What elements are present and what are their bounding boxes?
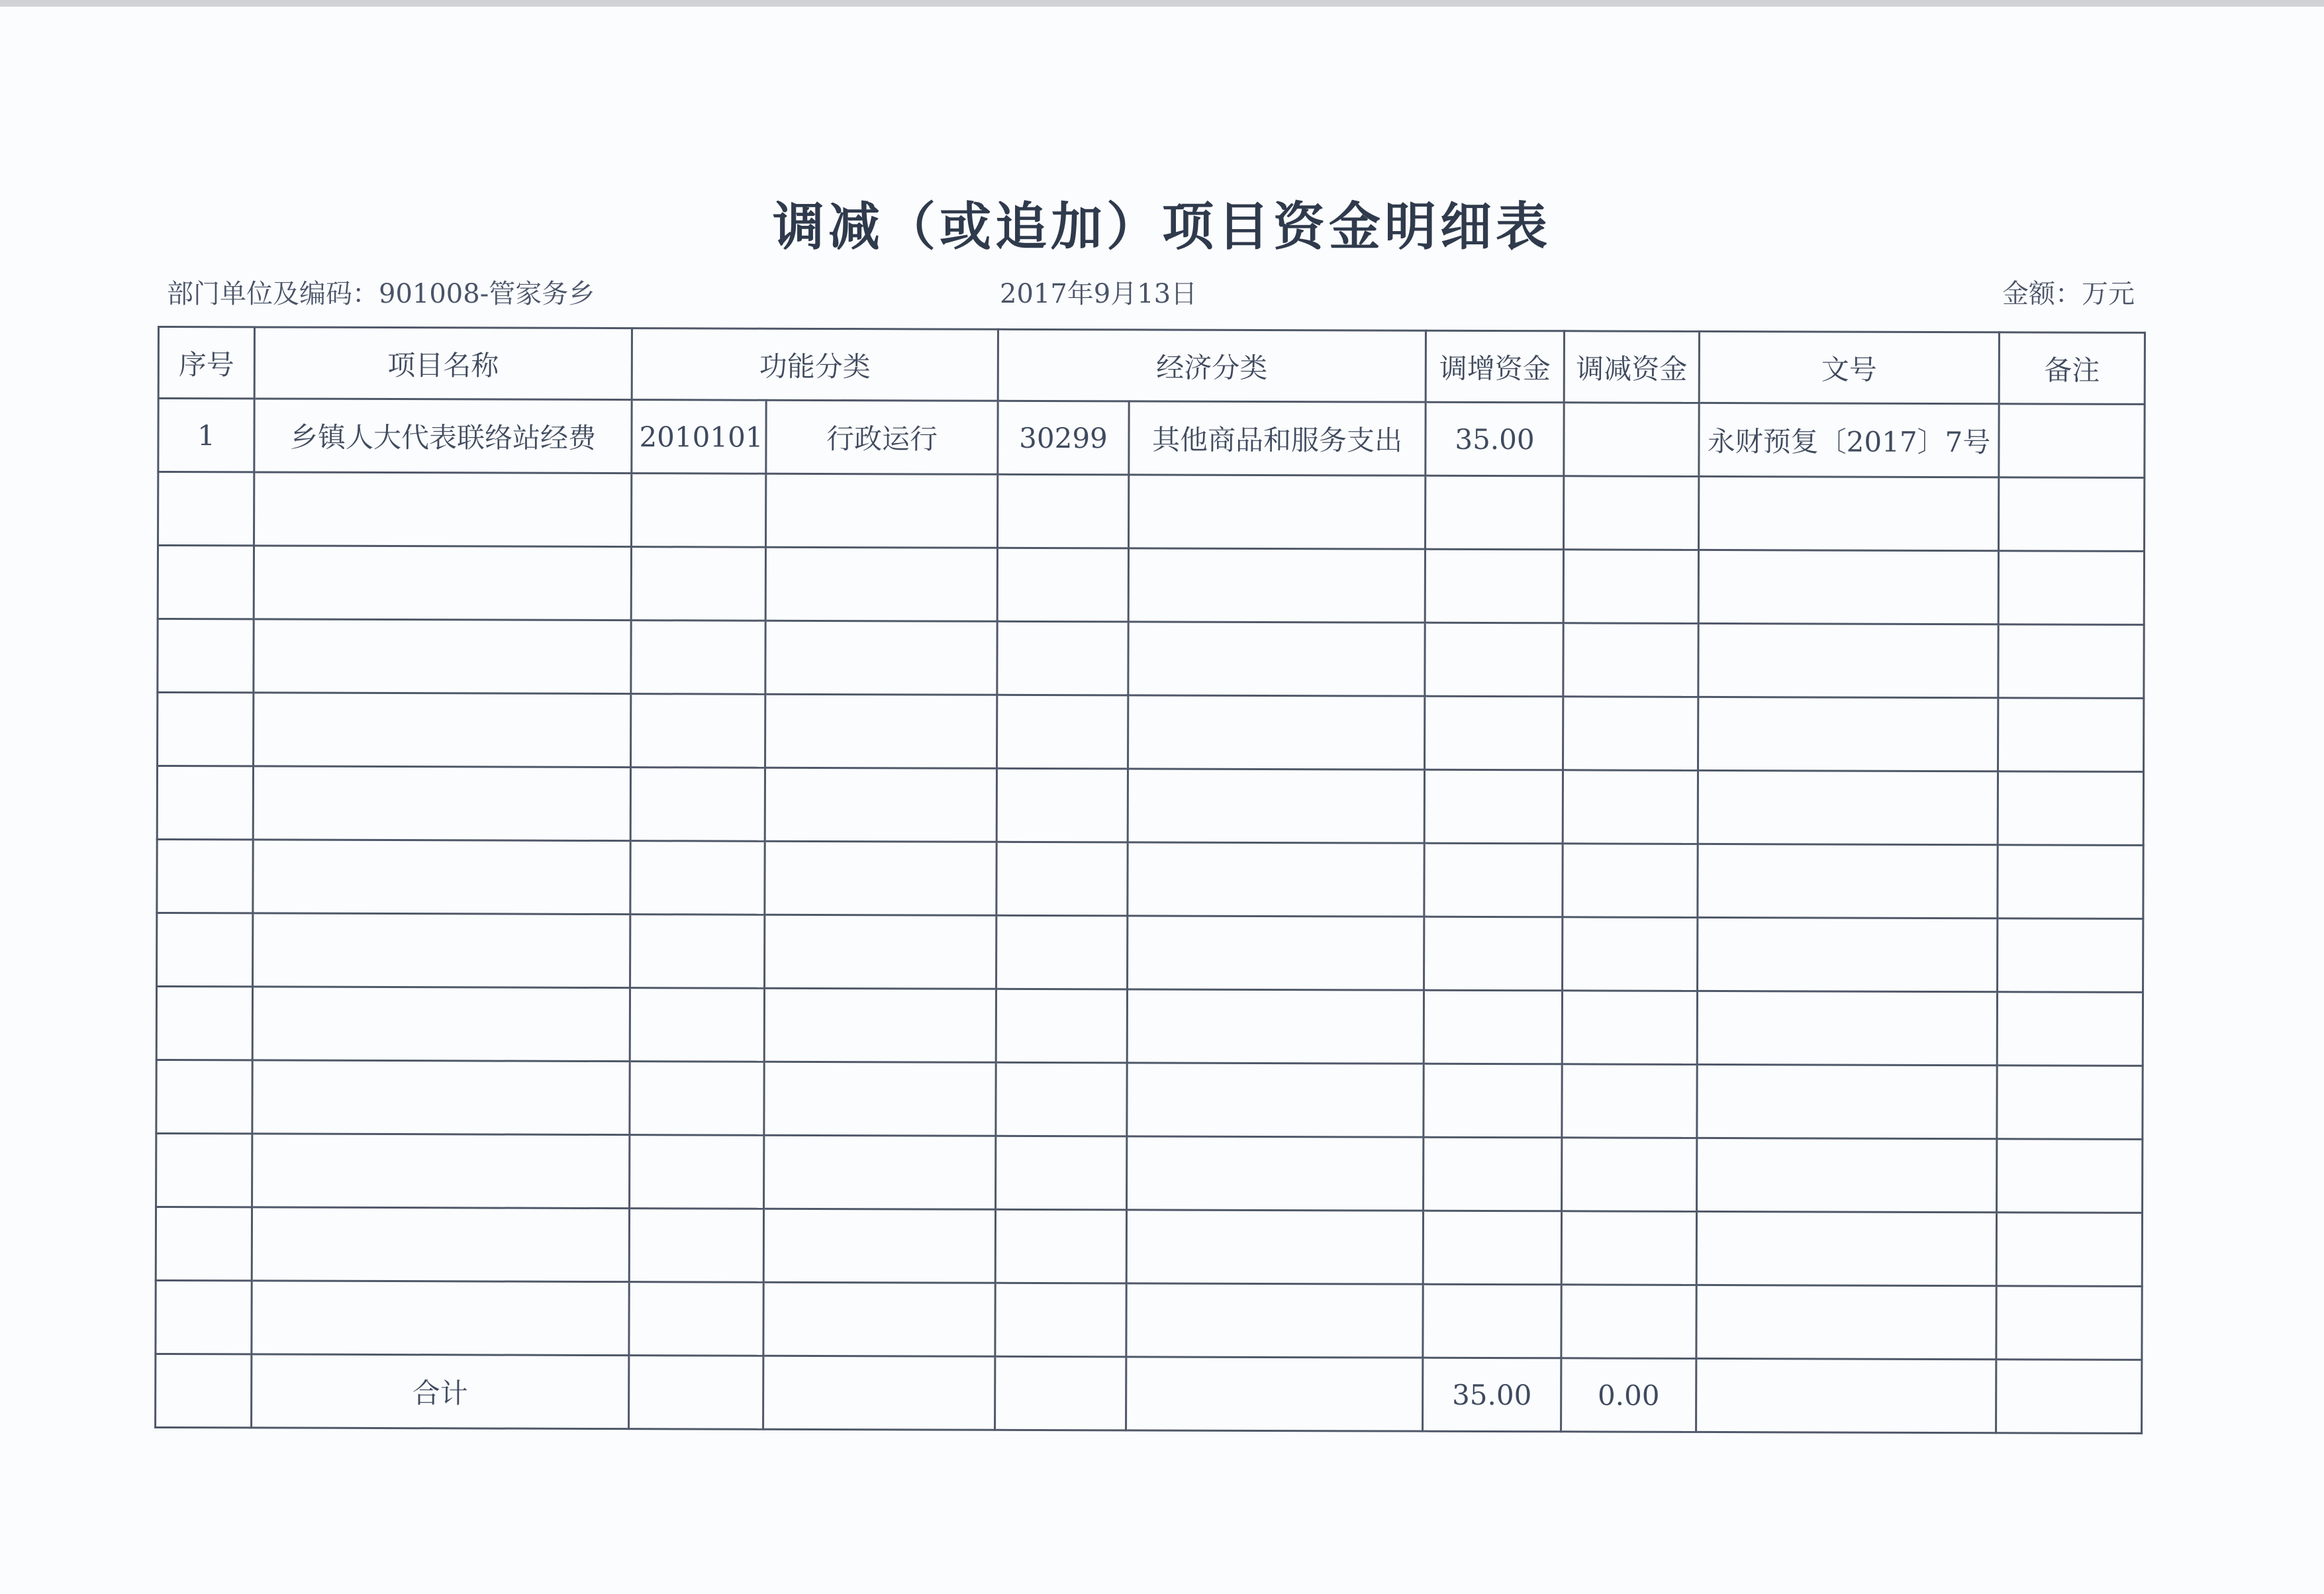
empty-cell: [1128, 695, 1425, 770]
empty-cell: [1128, 916, 1424, 990]
total-function-name: [763, 1356, 995, 1430]
empty-cell: [1562, 1064, 1697, 1138]
empty-cell: [998, 474, 1129, 548]
empty-cell: [765, 621, 997, 695]
empty-cell: [1998, 624, 2144, 699]
row-economic-code: 30299: [998, 401, 1129, 475]
empty-cell: [997, 548, 1128, 622]
total-economic-name: [1126, 1357, 1423, 1431]
empty-cell: [1698, 770, 1998, 844]
empty-cell: [252, 1207, 629, 1282]
empty-cell: [1563, 623, 1698, 697]
empty-cell: [158, 472, 254, 546]
empty-cell: [1563, 844, 1698, 918]
total-decrease: 0.00: [1561, 1358, 1696, 1432]
empty-cell: [1127, 989, 1424, 1064]
empty-cell: [1696, 1285, 1996, 1359]
empty-cell: [1126, 1283, 1423, 1358]
empty-cell: [1697, 991, 1997, 1065]
empty-cell: [1126, 1210, 1423, 1284]
empty-row: [157, 766, 2143, 846]
empty-cell: [630, 915, 765, 989]
empty-cell: [1998, 772, 2143, 846]
empty-cell: [764, 988, 996, 1062]
empty-cell: [1563, 550, 1698, 624]
empty-cell: [1562, 1138, 1697, 1212]
empty-cell: [1425, 549, 1563, 623]
empty-cell: [252, 987, 630, 1062]
empty-cell: [996, 1062, 1127, 1136]
empty-cell: [1996, 1213, 2142, 1287]
header-remark: 备注: [1999, 332, 2145, 405]
header-doc-no: 文号: [1699, 331, 1999, 403]
empty-cell: [1698, 844, 1998, 918]
row-doc-no: 永财预复〔2017〕7号: [1699, 403, 1999, 477]
empty-cell: [156, 1280, 252, 1354]
total-function-code: [629, 1356, 763, 1430]
empty-cell: [630, 841, 765, 915]
empty-cell: [764, 1062, 996, 1136]
row-function-code: 2010101: [632, 400, 766, 474]
empty-cell: [253, 840, 630, 915]
empty-cell: [766, 473, 998, 548]
empty-cell: [764, 1135, 996, 1209]
scan-edge: [0, 0, 2324, 7]
empty-cell: [997, 621, 1128, 695]
empty-cell: [763, 1209, 995, 1283]
report-date: 2017年9月13日: [1000, 279, 1198, 309]
empty-cell: [765, 547, 997, 621]
empty-cell: [996, 989, 1127, 1063]
empty-cell: [1996, 1286, 2142, 1360]
empty-cell: [1562, 991, 1697, 1065]
empty-cell: [1424, 1137, 1562, 1211]
empty-cell: [1424, 990, 1562, 1064]
empty-cell: [997, 695, 1128, 769]
empty-cell: [1424, 1064, 1562, 1138]
empty-cell: [1697, 1138, 1997, 1212]
empty-row: [156, 987, 2143, 1066]
empty-cell: [1424, 770, 1563, 844]
empty-cell: [763, 1282, 995, 1356]
empty-cell: [156, 1133, 252, 1207]
header-seq: 序号: [158, 327, 254, 399]
empty-cell: [996, 1136, 1127, 1210]
header-decrease: 调减资金: [1564, 331, 1699, 403]
empty-cell: [254, 693, 631, 768]
empty-cell: [1997, 1139, 2143, 1213]
empty-cell: [995, 1283, 1126, 1357]
empty-cell: [1561, 1211, 1696, 1285]
empty-cell: [630, 1062, 764, 1136]
row-function-name: 行政运行: [766, 400, 998, 474]
row-decrease: [1564, 403, 1699, 477]
row-seq: 1: [158, 399, 254, 472]
empty-row: [158, 546, 2144, 625]
empty-cell: [253, 766, 630, 841]
empty-cell: [1128, 769, 1424, 843]
empty-cell: [1425, 623, 1563, 697]
empty-cell: [1998, 845, 2143, 919]
empty-cell: [1424, 843, 1563, 917]
empty-cell: [1998, 919, 2143, 993]
empty-row: [158, 693, 2144, 772]
empty-row: [156, 1060, 2143, 1139]
header-increase: 调增资金: [1426, 330, 1564, 403]
empty-cell: [632, 473, 766, 548]
empty-row: [156, 1280, 2142, 1360]
empty-cell: [253, 913, 630, 988]
empty-cell: [158, 619, 254, 693]
empty-cell: [1424, 917, 1563, 991]
empty-cell: [631, 547, 765, 621]
empty-cell: [1128, 842, 1424, 917]
empty-cell: [1699, 476, 1999, 550]
empty-cell: [996, 915, 1128, 989]
header-row: [158, 327, 2145, 405]
department-code: 部门单位及编码：901008-管家务乡: [167, 279, 595, 309]
total-row: [156, 1354, 2142, 1433]
total-remark: [1996, 1360, 2142, 1434]
empty-cell: [1697, 1064, 1997, 1138]
header-function-class: 功能分类: [632, 328, 998, 401]
empty-cell: [252, 1281, 629, 1356]
empty-cell: [629, 1209, 763, 1283]
empty-cell: [252, 1134, 630, 1209]
total-increase: 35.00: [1423, 1358, 1561, 1432]
empty-cell: [1129, 475, 1426, 549]
row-increase: 35.00: [1426, 402, 1564, 476]
empty-cell: [254, 546, 631, 621]
empty-row: [158, 619, 2144, 699]
fund-detail-table: [154, 326, 2146, 1434]
empty-cell: [630, 988, 764, 1062]
empty-cell: [156, 987, 252, 1060]
empty-cell: [1698, 917, 1998, 991]
total-label: 合计: [252, 1354, 629, 1429]
empty-cell: [1997, 1066, 2143, 1140]
empty-cell: [1423, 1284, 1561, 1358]
amount-unit: 金额：万元: [2002, 279, 2135, 309]
empty-cell: [1999, 477, 2145, 552]
empty-cell: [631, 694, 765, 768]
total-seq: [156, 1354, 252, 1427]
empty-cell: [1564, 476, 1699, 550]
empty-cell: [1563, 917, 1698, 991]
total-economic-code: [995, 1356, 1126, 1430]
total-doc-no: [1696, 1358, 1996, 1432]
empty-cell: [254, 619, 631, 694]
empty-row: [158, 472, 2145, 552]
empty-cell: [1698, 550, 1998, 624]
empty-row: [157, 840, 2143, 919]
empty-cell: [1563, 770, 1698, 844]
row-remark: [1999, 404, 2145, 478]
empty-cell: [1563, 697, 1698, 771]
empty-cell: [1698, 697, 1998, 771]
empty-cell: [765, 768, 996, 842]
row-economic-name: 其他商品和服务支出: [1129, 401, 1426, 475]
empty-cell: [1426, 475, 1564, 550]
empty-cell: [1128, 622, 1425, 696]
empty-cell: [765, 915, 996, 989]
empty-cell: [630, 768, 765, 842]
empty-cell: [252, 1060, 630, 1135]
empty-cell: [1128, 548, 1425, 623]
empty-cell: [765, 694, 997, 768]
empty-cell: [254, 472, 632, 547]
empty-row: [157, 913, 2143, 993]
empty-cell: [1127, 1136, 1424, 1211]
empty-cell: [157, 840, 253, 913]
empty-cell: [1423, 1211, 1561, 1285]
empty-cell: [157, 766, 253, 840]
empty-cell: [158, 693, 254, 766]
table-row: [158, 399, 2145, 478]
empty-cell: [996, 842, 1128, 916]
empty-cell: [1696, 1211, 1996, 1285]
empty-cell: [765, 841, 996, 915]
empty-cell: [156, 1207, 252, 1280]
page-title: 调减（或追加）项目资金明细表: [772, 197, 1551, 257]
empty-cell: [1425, 696, 1563, 770]
empty-cell: [157, 913, 253, 987]
empty-cell: [158, 546, 254, 619]
header-economic-class: 经济分类: [998, 329, 1426, 402]
empty-cell: [996, 768, 1128, 842]
empty-cell: [156, 1060, 252, 1133]
empty-cell: [1698, 623, 1998, 697]
empty-row: [156, 1133, 2143, 1213]
empty-cell: [629, 1282, 763, 1356]
empty-cell: [1998, 551, 2144, 625]
empty-cell: [995, 1209, 1126, 1283]
empty-cell: [631, 621, 765, 695]
empty-cell: [1127, 1063, 1424, 1137]
row-project-name: 乡镇人大代表联络站经费: [254, 399, 632, 473]
empty-cell: [1561, 1285, 1696, 1359]
empty-cell: [630, 1135, 764, 1209]
empty-row: [156, 1207, 2142, 1286]
empty-cell: [1998, 698, 2144, 772]
header-project-name: 项目名称: [254, 327, 632, 400]
empty-cell: [1997, 992, 2143, 1066]
